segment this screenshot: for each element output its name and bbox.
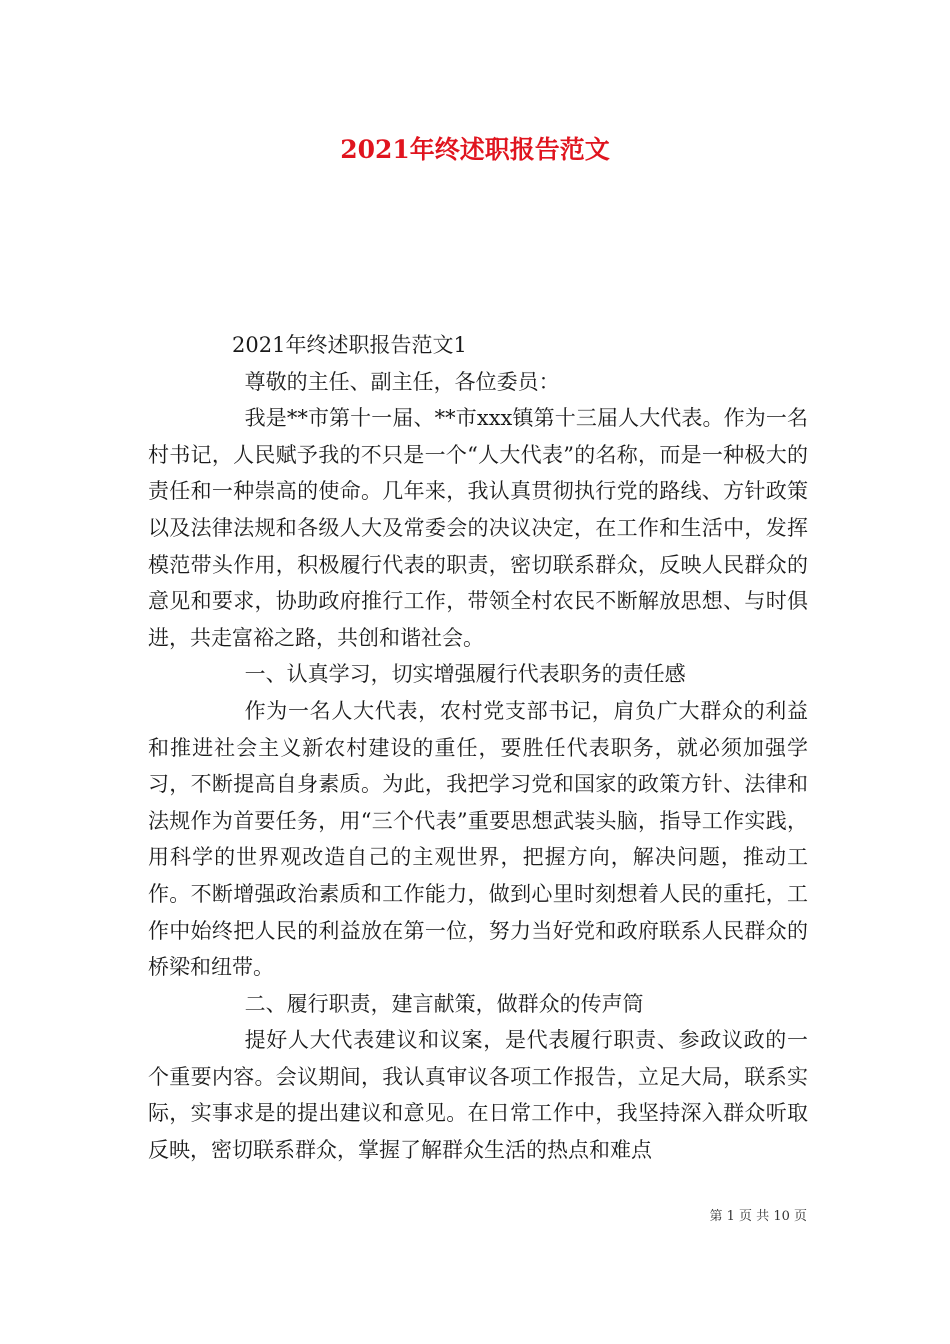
page-number: 第 1 页 共 10 页 <box>709 1209 807 1224</box>
salutation: 尊敬的主任、副主任，各位委员： <box>244 369 560 394</box>
paragraph-intro: 我是**市第十一届、**市xxx镇第十三届人大代表。作为一名村书记，人民赋予我的不只是一个“人大代表”的名称，而是一种极大的责任和一种崇高的使命。几年来，我认真贯彻执行党的路线、方针政策以及法律法规和各级人大及常委会的决议决定，在工作和生活中，发挥模范带头作用，积极履行代表的职责，密切联系群众，反映人民群众的意见和要求，协助政府推行工作，带领全村农民不断解放思想、与时俱进，共走富裕之路，共创和谐社会。 <box>148 406 808 650</box>
paragraph-section-1: 作为一名人大代表，农村党支部书记，肩负广大群众的利益和推进社会主义新农村建设的重任，要胜任代表职务，就必须加强学习，不断提高自身素质。为此，我把学习党和国家的政策方针、法律和法规作为首要任务，用“三个代表”重要思想武装头脑，指导工作实践，用科学的世界观改造自己的主观世界，把握方向，解决问题，推动工作。不断增强政治素质和工作能力，做到心里时刻想着人民的重托，工作中始终把人民的利益放在第一位，努力当好党和政府联系人民群众的桥梁和纽带。 <box>148 698 808 980</box>
section-heading-2: 二、履行职责，建言献策，做群众的传声筒 <box>244 991 644 1016</box>
section-subtitle: 2021年终述职报告范文1 <box>232 333 467 357</box>
paragraph-section-2: 提好人大代表建议和议案，是代表履行职责、参政议政的一个重要内容。会议期间，我认真审议各项工作报告，立足大局，联系实际，实事求是的提出建议和意见。在日常工作中，我坚持深入群众听取反映，密切联系群众，掌握了解群众生活的热点和难点 <box>148 1028 808 1163</box>
section-heading-1: 一、认真学习，切实增强履行代表职务的责任感 <box>244 662 686 687</box>
document-body <box>148 327 808 1169</box>
document-title: 2021年终述职报告范文 <box>340 135 610 164</box>
